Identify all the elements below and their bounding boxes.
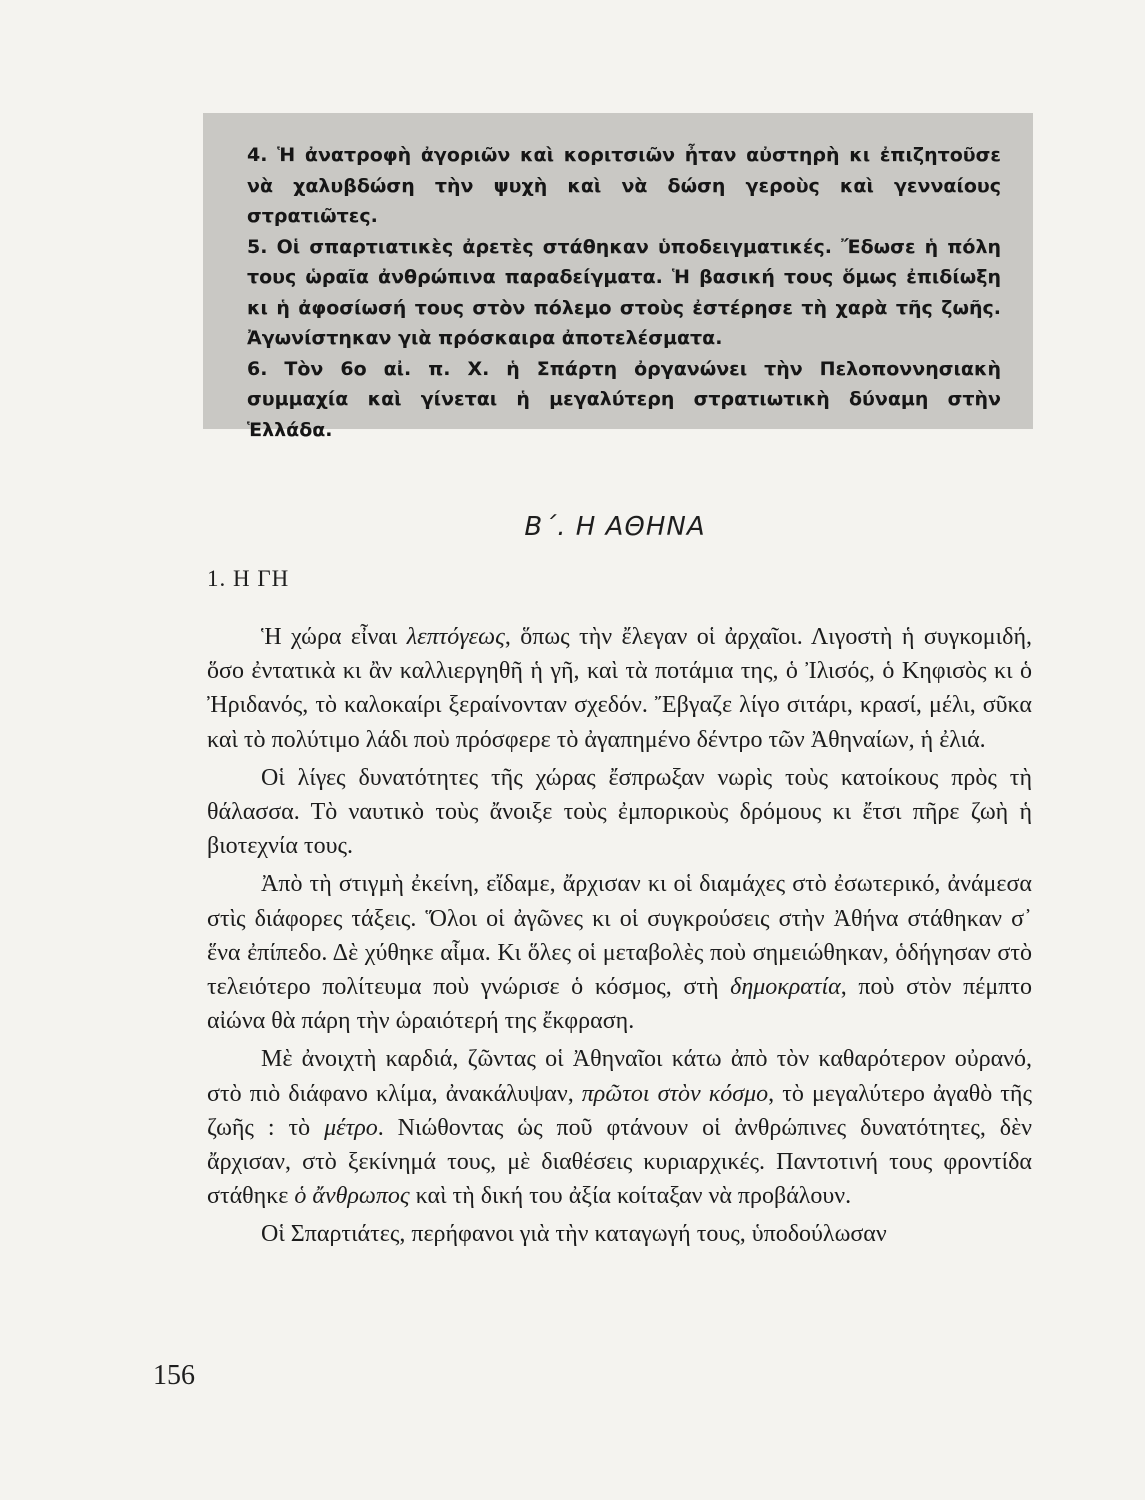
- paragraph-2: Οἱ λίγες δυνατότητες τῆς χώρας ἔσπρωξαν νωρὶς τοὺς κατοίκους πρὸς τὴ θάλασσα. Τὸ ναυτικὸ τοὺς ἄνοιξε τοὺς ἐμπορικοὺς δρόμους κι ἔτσι πῆρε ζωὴ ἡ βιοτεχνία τους.: [207, 764, 1032, 860]
- page-number: 156: [153, 1360, 195, 1391]
- section-title: Β΄. Η ΑΘΗΝΑ: [524, 512, 706, 542]
- emphasis-metro: μέτρο: [324, 1114, 378, 1141]
- paragraph-5: Οἱ Σπαρτιάτες, περήφανοι γιὰ τὴν καταγωγή τους, ὑποδούλωσαν: [261, 1221, 887, 1248]
- paragraph-4: Μὲ ἀνοιχτὴ καρδιά, ζῶντας οἱ Ἀθηναῖοι κάτω ἀπὸ τὸν καθαρότερον οὐρανό, στὸ πιὸ διάφανο κλίμα, ἀνακάλυψαν, πρῶτοι στὸν κόσμο, τὸ μεγαλύτερο ἀγαθὸ τῆς ζωῆς : τὸ μέτρο. Νιώθοντας ὡς ποῦ φτάνουν οἱ ἀνθρώπινες δυνατότητες, δὲν ἄρχισαν, στὸ ξεκίνημά τους, μὲ διαθέσεις κυριαρχικές. Παντοτινή τους φροντίδα στάθηκε ὁ ἄνθρωπος καὶ τὴ δική του ἀξία κοίταξαν νὰ προβάλουν.: [207, 1046, 1033, 1210]
- summary-item-5: 5. Οἱ σπαρτιατικὲς ἀρετὲς στάθηκαν ὑποδειγματικές. Ἔδωσε ἡ πόλη τους ὡραῖα ἀνθρώπινα παραδείγματα. Ἡ βασική τους ὅμως ἐπιδίωξη κι ἡ ἀφοσίωσή τους στὸν πόλεμο στοὺς ἐστέρησε τὴ χαρὰ τῆς ζωῆς. Ἀγωνίστηκαν γιὰ πρόσκαιρα ἀποτελέσματα.: [247, 235, 1001, 349]
- summary-item-4: 4. Ἡ ἀνατροφὴ ἀγοριῶν καὶ κοριτσιῶν ἦταν αὐστηρὴ κι ἐπιζητοῦσε νὰ χαλυβδώση τὴν ψυχὴ καὶ νὰ δώση γεροὺς καὶ γενναίους στρατιῶτες.: [247, 144, 1001, 227]
- paragraph-1: Ἡ χώρα εἶναι λεπτόγεως, ὅπως τὴν ἔλεγαν οἱ ἀρχαῖοι. Λιγοστὴ ἡ συγκομιδή, ὅσο ἐντατικὰ κι ἂν καλλιεργηθῆ ἡ γῆ, καὶ τὰ ποτάμια της, ὁ Ἰλισός, ὁ Κηφισὸς κι ὁ Ἠριδανός, τὸ καλοκαίρι ξεραίνονταν σχεδόν. Ἔβγαζε λίγο σιτάρι, κρασί, μέλι, σῦκα καὶ τὸ πολύτιμο λάδι ποὺ πρόσφερε τὸ ἀγαπημένο δέντρο τῶν Ἀθηναίων, ἡ ἐλιά.: [207, 624, 1032, 753]
- subsection-title: 1. Η ΓΗ: [207, 566, 290, 591]
- paragraph-3: Ἀπὸ τὴ στιγμὴ ἐκείνη, εἴδαμε, ἄρχισαν κι οἱ διαμάχες στὸ ἐσωτερικό, ἀνάμεσα στὶς διάφορες τάξεις. Ὅλοι οἱ ἀγῶνες κι οἱ συγκρούσεις στὴν Ἀθήνα στάθηκαν σ᾽ ἕνα ἐπίπεδο. Δὲ χύθηκε αἷμα. Κι ὅλες οἱ μεταβολὲς ποὺ σημειώθηκαν, ὁδήγησαν στὸ τελειότερο πολίτευμα ποὺ γνώρισε ὁ κόσμος, στὴ δημοκρατία, ποὺ στὸν πέμπτο αἰώνα θὰ πάρη τὴν ὡραιότερή της ἔκφραση.: [207, 871, 1032, 1035]
- summary-item-6: 6. Τὸν 6ο αἰ. π. Χ. ἡ Σπάρτη ὀργανώνει τὴν Πελοποννησιακὴ συμμαχία καὶ γίνεται ἡ μεγαλύτερη στρατιωτικὴ δύναμη στὴν Ἑλλάδα.: [247, 357, 1001, 441]
- emphasis-dimokratia: δημοκρατία: [730, 974, 841, 1001]
- summary-box: [203, 113, 1033, 441]
- body-text: [207, 620, 1032, 1256]
- emphasis-anthropos: ὁ ἄνθρωπος: [294, 1183, 410, 1210]
- emphasis-leptogeos: λεπτόγεως: [406, 624, 505, 650]
- emphasis-protoi: πρῶτοι στὸν κόσμο: [581, 1080, 769, 1107]
